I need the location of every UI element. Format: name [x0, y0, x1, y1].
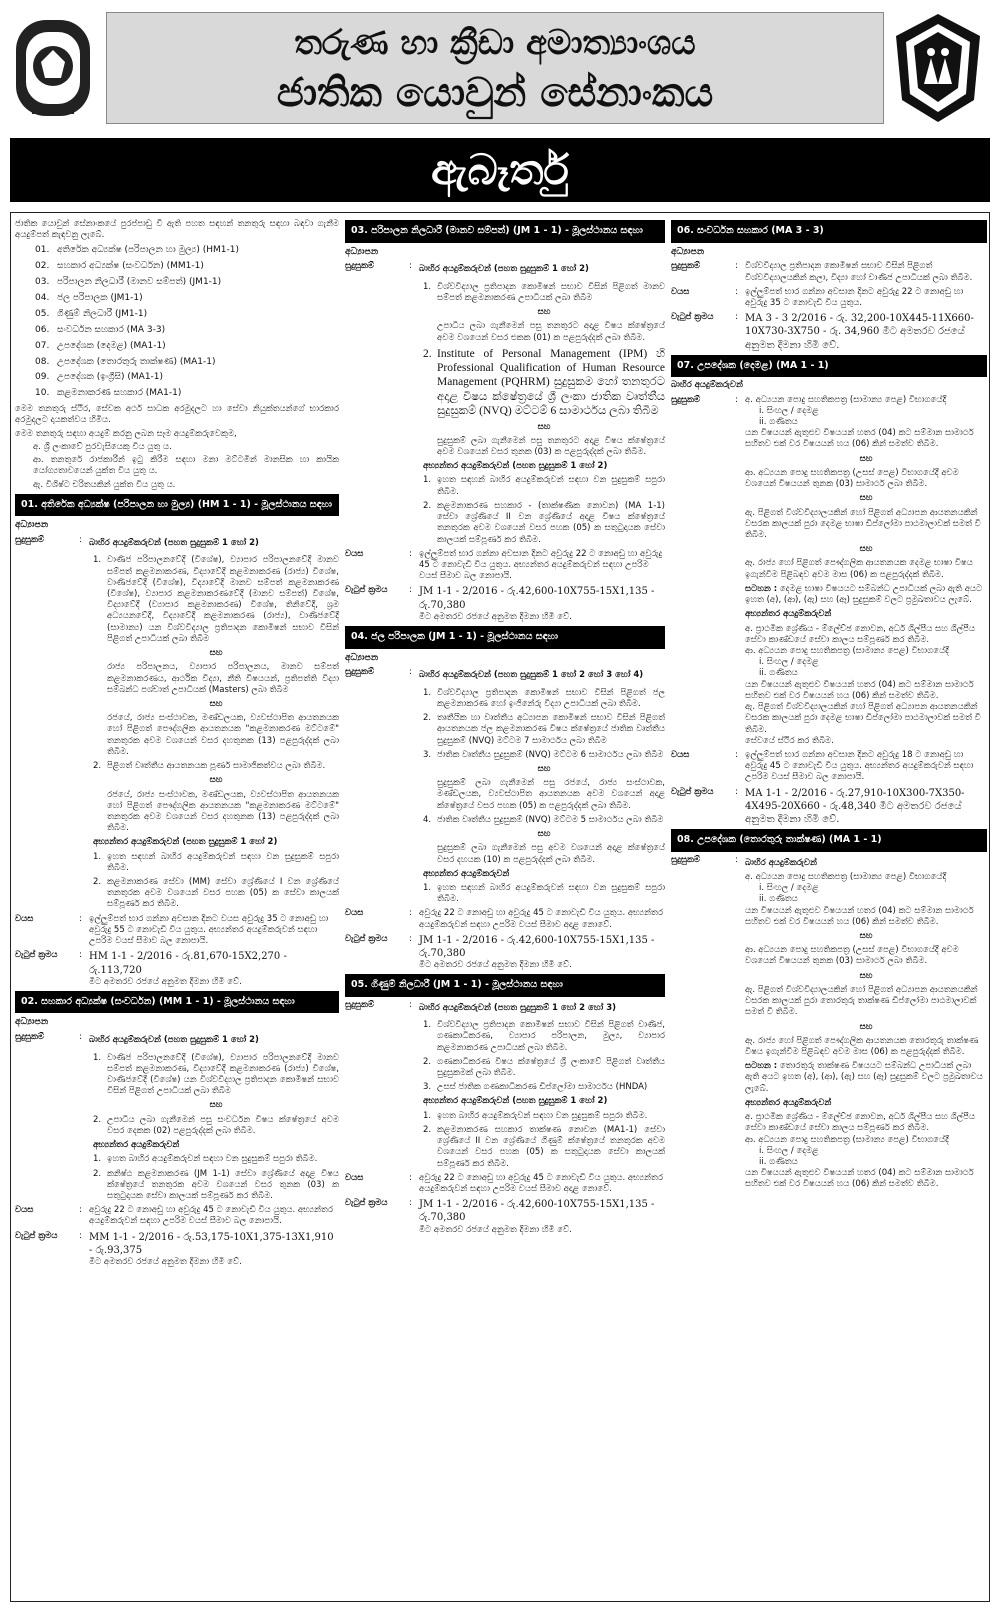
- list-item: 2. කනිෂ්ඨ කළමනාකරණ (JM 1-1) සේවා ශ්‍රේණියේ අදාළ විෂය ක්ෂේත්‍රයේ තනතුරක අවම වශයෙන් වසර තුනක (03) ක සතුටුදායක සේවා කාලයක් සම්පූර්ණ කර තිබීම.: [93, 1168, 339, 1201]
- and-label: සහ: [859, 544, 873, 555]
- post-number: 04.: [35, 293, 50, 304]
- age-label: වයස: [15, 913, 34, 924]
- qual-aa: ආ. අධ්‍යයන පොදු සහතිකපත්‍ර (උසස් පෙළ) විභාගයේදී අවම වශයෙන් විෂයයන් තුනක (03) සාමාර්ථ ලබා තිබීම.: [745, 467, 959, 490]
- salary-note: මීට අමතරව රජයේ අනුමත දීමනා හිමි වේ.: [89, 1257, 242, 1267]
- salary-note: මීට අමතරව රජයේ අනුමත දීමනා හිමි වේ.: [419, 611, 572, 622]
- qual-row: සුදුසුකම් : බාහිර අයදුම්කරුවන් (පහත සුදුසුකම් 1 හෝ 2 හෝ 3): [345, 1000, 665, 1017]
- age-row: වයස : ඉල්ලුම්පත් භාර ගන්නා අවසාන දිනට අවුරුදු 22 ට නොඅඩු හා අවුරුදු 45 ට නොවැඩි විය යුතුය. අභ්‍යන්තර අයදුම්කරුවන් සඳහා උපරිම වයස් සීමාව බල නොපායි.: [345, 549, 665, 583]
- list-item: [35, 293, 339, 305]
- age-label: වයස: [345, 908, 364, 919]
- age-row: වයස : ඉල්ලුම්පත් භාර ගන්නා අවසාන දිනට අවුරුදු 22 ට නොඅඩු හා අවුරුදු 35 ට නොවැඩි විය යුතුය.: [671, 287, 987, 309]
- list-item: සුදුසුකම් ලබා ගැනීමෙන් පසු රජයේ, රාජ්‍ය සංස්ථාවක, මණ්ඩලයක, ව්‍යවස්ථාපිත ආයතනයක අවම වශයෙන් අදාළ ක්ෂේත්‍රයේ වසර පහක (05) ක පළපුරුද්දක් ලබා තිබීම.: [437, 778, 665, 811]
- qual-label: සුදුසුකම්: [345, 667, 375, 678]
- qual-items: [93, 1053, 339, 1203]
- list-item: 2. කළමනාකරණ සේවා (MM) සේවා ශ්‍රේණියේ I වන ශ්‍රේණියේ තනතුරක අවම වශයෙන් වසර පහක (05) ක සේවා කාලයක් සම්පූර්ණ කර තිබීම.: [93, 877, 339, 910]
- list-item: 2. කළමනාකරණ සහකාර - (තාක්ෂණික නොවන) (MA 1-1) සේවා ශ්‍රේණියේ II වන ශ්‍රේණියේ අදාළ විෂය ක්ෂේත්‍රයේ තනතුරක අවම වශයෙන් වසර පහක (05) ක සතුටුදායක සේවා කාලයක් සම්පූර්ණ කර තිබීම.: [423, 500, 665, 545]
- age-value: ඉල්ලුම්පත් භාර ගන්නා අවසාන දිනට වයස අවුරුදු 35 ට නොඅඩු හා අවුරුදු 55 ට නොවැඩි විය යුතුය. අභ්‍යන්තර අයදුම්කරුවන් සඳහා උපරිම වයස් සීමාව බල නොපායි.: [89, 913, 329, 947]
- post-name: කළමනාකරණ සහකාර (MA1-1): [57, 388, 182, 399]
- internal-b: ආ. අධ්‍යයන පොදු සහතිකපත්‍ර (සාමාන්‍ය පෙළ) විභාගයේදී: [745, 1134, 949, 1145]
- subject-1: i. සිංහල / දෙමළ: [759, 883, 819, 894]
- subject-2: ii. ගණිතය: [759, 1156, 798, 1167]
- qual-label: සුදුසුකම්: [15, 535, 45, 546]
- external-heading: බාහිර අයදුම්කරුවන් (පහත සුදුසුකම් 1 හෝ 2): [419, 264, 589, 275]
- salary-value: JM 1-1 - 2/2016 - රු.42,600-10X755-15X1,135 - රු.70,380: [419, 1199, 655, 1224]
- post-number: 10.: [35, 388, 50, 399]
- external-heading: බාහිර අයදුම්කරුවන් (පහත සුදුසුකම් 1 හෝ 2): [89, 538, 259, 549]
- post-name: සංවර්ධන සහකාර (MA 3-3): [57, 324, 166, 335]
- list-item: 1. ඉහත සඳහන් බාහිර අයදුම්කරුවන් සඳහා වන සුදුසුකම් සපුරා තිබීම.: [93, 851, 339, 873]
- qual-label: සුදුසුකම්: [345, 261, 375, 272]
- age-value: අවුරුදු 22 ට නොඅඩු හා අවුරුදු 45 ට නොවැඩි විය යුතුය. අභ්‍යන්තර අයදුම්කරුවන් සඳහා උපරිම වයස් සීමාව අදාළ නොවේ.: [419, 908, 663, 930]
- section-07-title: 07. උපදේශක (දෙමළ) (MA 1 - 1): [671, 355, 987, 378]
- age-row: වයස : අවුරුදු 22 ට නොඅඩු හා අවුරුදු 45 ට නොවැඩි විය යුතුය. අභ්‍යන්තර අයදුම්කරුවන් සඳහා උපරිම වයස් සීමාව අදාළ නොවේ.: [345, 908, 665, 930]
- salary-value: MM 1-1 - 2/2016 - රු.53,175-10X1,375-13X1,910 - රු.93,375: [89, 1231, 334, 1256]
- and-label: සහ: [537, 763, 551, 774]
- and-label: සහ: [209, 775, 223, 786]
- post-name: සහකාර අධ්‍යක්ෂ (සංවර්ධන) (MM1-1): [57, 261, 204, 272]
- qual-a-detail: යන විෂයයන් ඇතුළුව විෂයයන් හතර (04) කට සම්මාන සාමාර්ථ සහිතව එක් වර විෂයයන් හය (06) කින් සමත්ව තිබීම.: [745, 905, 974, 927]
- salary-label: වැටුප් ක්‍රමය: [345, 585, 388, 596]
- qual-row: සුදුසුකම් : අ. අධ්‍යයන පොදු සහතිකපත්‍ර (සාමාන්‍ය පෙළ) විභාගයේදී i. සිංහල / දෙමළ ii. ගණිතය යන විෂයයන් ඇතුළුව විෂයයන් හතර (04) කට සම්මාන සාමාර්ථ සහිතව එක් වර විෂයයන් හය (06) කින් සමත්ව තිබීම. සහ ආ. අධ්‍යයන පොදු සහතිකපත්‍ර (උසස් පෙළ) විභාගයේදී අවම වශයෙන් විෂයයන් තුනක (03) සාමාර්ථ ලබා තිබීම. සහ ඇ. පිළිගත් විශ්වවිද්‍යාලයකින් හෝ පිළිගත් අධ්‍යාපන ආයතනයකින් වසරක කාලයක් පුරා දෙමළ භාෂා ඩිප්ලෝමා පාඨමාලාවක් සමත් වී තිබීම. සහ ඈ. රාජ්‍ය හෝ පිළිගත් පෞද්ගලික ආයතනයක දෙමළ භාෂා විෂය ඉගැන්වීම පිළිබඳව අවම මාස (06) ක පළපුරුද්දක් තිබීම. සටහන : දෙමළ භාෂා විෂයයට සම්බන්ධ උපාධියක් ලබා ඇති අයට ඉහත (අ), (ආ), (ඇ) සහ (ඈ) සුදුසුකම් වලට ප්‍රමුඛතාවය ලැබේ. අභ්‍යන්තර අයදුම්කරුවන් අ. ප්‍රාථමික ශ්‍රේණිය - ම්ලේච්ඡ නොවන, අර්ධ ශිල්පීය සහ ශිල්පීය සේවා කාණ්ඩයේ සේවා කාලය සම්පූර්ණ කර තිබීම. ආ. අධ්‍යයන පොදු සහතිකපත්‍ර (සාමාන්‍ය පෙළ) විභාගයේදී i. සිංහල / දෙමළ ii. ගණිතය යන විෂයයන් ඇතුළුව විෂයයන් හතර (04) කට සම්මාන සාමාර්ථ සහිතව එක් වර විෂයයන් හය (06) කින් සමත්ව තිබීම. ඇ. පිළිගත් විශ්වවිද්‍යාලයකින් හෝ පිළිගත් අධ්‍යාපන ආයතනයකින් වසරක කාලයක් පුරා දෙමළ භාෂා ඩිප්ලෝමා පාඨමාලාවක් සමත් වී තිබීම. සේවයේ ස්ථිර කර තිබීම.: [671, 395, 987, 747]
- qual-label: සුදුසුකම්: [671, 261, 701, 272]
- note-value: තොරතුරු තාක්ෂණ විෂයයට සම්බන්ධ උපාධියක් ලබා ඇති අයට ඉහත (අ), (ආ), (ඇ) සහ (ඈ) සුදුසුකම් වලට ප්‍රමුඛතාවය ලැබේ.: [745, 1061, 983, 1094]
- list-item: [35, 388, 339, 400]
- vacancies-banner: ඇබෑර්තු: [10, 138, 990, 202]
- post-number: 02.: [35, 261, 50, 272]
- and-label: සහ: [209, 698, 223, 709]
- list-item: [35, 309, 339, 321]
- age-label: වයස: [15, 1205, 34, 1216]
- list-item: 2. තෘතීයික හා වෘත්තීය අධ්‍යාපන කොමිෂන් සභාව විසින් පිළිගත් ආයතනයක ජල කළමනාකරණ විෂය ක්ෂේත්‍රයේ ජාතික වෘත්තීය සුදුසුකම් (NVQ) මට්ටම 7 සාමාර්ථය ලබා තිබීම: [423, 713, 665, 746]
- internal-c: ඇ. පිළිගත් විශ්වවිද්‍යාලයකින් හෝ පිළිගත් අධ්‍යාපන ආයතනයකින් වසරක කාලයක් පුරා දෙමළ භාෂා ඩිප්ලෝමා පාඨමාලාවක් සමත් වී තිබීම.: [745, 702, 981, 735]
- list-item: 1. ඉහත බාහිර අයදුම්කරුවන් සඳහා වන සුදුසුකම් සපුරා තිබීම.: [423, 1110, 648, 1121]
- list-item: [35, 325, 339, 337]
- list-item: [35, 245, 339, 257]
- age-row: වයස : අවුරුදු 22 ට නොඅඩු හා අවුරුදු 45 ට නොවැඩි විය යුතුය. අභ්‍යන්තර අයදුම්කරුවන් සඳහා උපරිම වයස් සීමාව අදාළ නොවේ.: [345, 1173, 665, 1195]
- column-3: [671, 217, 987, 1194]
- external-heading: බාහිර අයදුම්කරුවන් (පහත සුදුසුකම් 1 හෝ 2 හෝ 3): [419, 1002, 617, 1013]
- header: [10, 8, 990, 128]
- internal-heading: අභ්‍යන්තර අයදුම්කරුවන්: [745, 1097, 832, 1108]
- and-label: සහ: [859, 931, 873, 941]
- qual-aa: ආ. අධ්‍යයන පොදු සහතිකපත්‍ර (උසස් පෙළ) විභාගයේදී අවම වශයෙන් විෂයයන් තුනක (03) සාමාර්ථ ලබා තිබීම.: [745, 945, 959, 967]
- post-number: 05.: [35, 308, 50, 319]
- title-box: [106, 12, 884, 124]
- external-heading: බාහිර අයදුම්කරුවන් (පහත සුදුසුකම් 1 හෝ 2 හෝ 3 හෝ 4): [419, 670, 644, 681]
- section-04-title: 04. ජල පරිපාලක (JM 1 - 1) - මූලස්ථානය සඳහා: [345, 626, 665, 649]
- list-item: 1. ඉහත සඳහන් බාහිර අයදුම්කරුවන් සඳහා වන සුදුසුකම් සපුරා තිබීම.: [423, 882, 665, 905]
- list-item: 2. උපාධිය ලබා ගැනීමෙන් පසු සංවර්ධන විෂය ක්ෂේත්‍රයේ අවම වසර දෙකක (02) පළපුරුද්දක් ලබා තිබීම.: [93, 1114, 339, 1136]
- salary-label: වැටුප් ක්‍රමය: [671, 312, 714, 323]
- and-label: සහ: [209, 1100, 223, 1111]
- list-item: 1. වාණිජ පරිපාලනවේදී (විශේෂ), ව්‍යාපාර පරිපාලනවේදී මානව සම්පත් කළමනාකරණ, විද්‍යාවේදී කළමනාකරණ (රාජ්‍ය) විශේෂ, වාණිජවේදී (විශේෂ), විද්‍යාවේදී මානව සම්පත් කළමනාකරණ (විශේෂ), ව්‍යාපාර කළමනාකරණවේදී (මානව සම්පත්) විශේෂ, විද්‍යාවේදී (ව්‍යාපාර කළමනාකරණ) විශේෂ, තිනිවේදී, ශ්‍රම අධ්‍යයනවේදී, විද්‍යාවේදී කළමනාකරණ (රාජ්‍ය), වාණිජවේදී (සාමාන්‍ය) යන විශ්වවිද්‍යාල ප්‍රතිපාදන කොමිෂන් සභාව විසින් පිළිගත් උපාධියක් ලබා තිබීම: [93, 555, 339, 644]
- edu-label: අධ්‍යාපන: [671, 246, 705, 257]
- qual-label: සුදුසුකම්: [671, 854, 701, 865]
- salary-label: වැටුප් ක්‍රමය: [345, 1198, 388, 1209]
- qual-items: [423, 282, 665, 546]
- age-label: වයස: [345, 548, 364, 559]
- list-item: රජයේ, රාජ්‍ය සංස්ථාවක, මණ්ඩලයක, ව්‍යවස්ථාපිත ආයතනයක හෝ පිළිගත් පෞද්ගලික ආයතනයක "කළමනාකරණ මට්ටමේ" තනතුරක අවම වශයෙන් වසර දහතුනක (13) පළපුරුද්දක් ලබා තිබීම.: [107, 713, 339, 757]
- post-number: 09.: [35, 372, 50, 383]
- list-item: [35, 372, 339, 384]
- ministry-title: තරුණ හා ක්‍රීඩා අමාත්‍යාංශය: [294, 23, 696, 63]
- internal-b-detail: යන විෂයයන් ඇතුළුව විෂයයන් හතර (04) කට සම්මාන සාමාර්ථ සහිතව එක් වර විෂයයන් හය (06) කින් සමත්ව තිබීම.: [745, 1168, 974, 1190]
- list-item: [35, 277, 339, 289]
- list-item: 2. Institute of Personal Management (IPM) හි Professional Qualification of Human Resource Management (PQHRM) සුදුසුකම හෝ තනතුරට අදාළ විෂය ක්ෂේත්‍රයේ ශ්‍රී ලංකා ජාතික වෘත්තීය සුදුසුකම් (NVQ) මට්ටම් 6 සාමාර්ථය ලබා තිබීම: [423, 347, 665, 418]
- section-05-title: 05. ගිණුම් නිලධාරී (JM 1 - 1) - මූලස්ථානය සඳහා: [345, 974, 665, 997]
- internal-b: ආ. අධ්‍යයන පොදු සහතිකපත්‍ර (සාමාන්‍ය පෙළ) විභාගයේදී: [745, 645, 949, 656]
- section-06-title: 06. සංවර්ධන සහකාර (MA 3 - 3): [671, 220, 987, 243]
- condition-c: ඇ. විශිෂ්ට චරිතයකින් යුක්ත විය යුතු ය.: [33, 479, 176, 490]
- post-name: පරිපාලන නිලධාරී (මානව සම්පත්) (JM1-1): [57, 277, 222, 288]
- external-heading: බාහිර අයදුම්කරුවන්: [745, 857, 817, 868]
- edu-label: අධ්‍යාපන: [15, 520, 49, 531]
- qual-a-detail: යන විෂයයන් ඇතුළුව විෂයයන් හතර (04) කට සම්මාන සාමාර්ථ සහිතව එක් වර විෂයයන් හය (06) කින් සමත්ව තිබීම.: [745, 428, 974, 450]
- external-heading: බාහිර අයදුම්කරුවන්: [671, 380, 743, 391]
- intro-note-1: මෙම තනතුරු ස්ථිර, සේවක අර්ථ සාධක අරමුදලට හා සේවා නියුක්තයන්ගේ භාරකාර අරමුදලට දායකත්වය හිමිය.: [15, 404, 339, 426]
- internal-a: අ. ප්‍රාථමික ශ්‍රේණිය - ම්ලේච්ඡ නොවන, අර්ධ ශිල්පීය සහ ශිල්පීය සේවා කාණ්ඩයේ සේවා කාලය සම්පූර්ණ කර තිබීම.: [745, 1112, 975, 1134]
- and-label: සහ: [859, 970, 873, 981]
- internal-heading: අභ්‍යන්තර අයදුම්කරුවන්: [423, 868, 510, 879]
- list-item: 3. උසස් ජාතික ගණකාධිකරණ ඩිප්ලෝමා සාමාර්ථය (HNDA): [423, 1082, 648, 1093]
- age-label: වයස: [671, 749, 690, 760]
- salary-label: වැටුප් ක්‍රමය: [15, 1230, 58, 1241]
- column-1: [15, 217, 339, 1271]
- age-value: ඉල්ලුම්පත් භාර ගන්නා අවසාන දිනට අවුරුදු 18 ට නොඅඩු හා අවුරුදු 45 ට නොවැඩි විය යුතුය. අභ්‍යන්තර අයදුම්කරුවන් සඳහා උපරිම වයස් සීමාව බල නොපායි.: [745, 749, 974, 783]
- salary-label: වැටුප් ක්‍රමය: [345, 933, 388, 944]
- youth-corps-logo-icon: [890, 10, 986, 126]
- salary-row: වැටුප් ක්‍රමය : JM 1-1 - 2/2016 - රු.42,600-10X755-15X1,135 - රු.70,380 මීට අමතරව රජයේ අනුමත දීමනා හිමි වේ.: [345, 585, 665, 623]
- subject-2: ii. ගණිතය: [759, 417, 798, 428]
- section-08-title: 08. උපදේශක (තොරතුරු තාක්ෂණ) (MA 1 - 1): [671, 829, 987, 852]
- condition-b: ආ. තනතුරේ රාජකාරීන් ඉටු කිරීම සඳහා මනා මට්ටමින් මානසික හා කායික යෝග්‍යතාවයෙන් යුක්ත විය යුතු ය.: [33, 455, 339, 477]
- list-item: 1. ඉහත බාහිර අයදුම්කරුවන් සඳහා වන සුදුසුකම් සපුරා තිබීම.: [93, 1154, 318, 1165]
- salary-label: වැටුප් ක්‍රමය: [15, 950, 58, 961]
- list-item: 2. පිළිගත් වෘත්තීය ආයතනයක පූර්ණ සාමාජිකත්වය ලබා තිබීම.: [93, 761, 326, 772]
- qual-items: [423, 1020, 665, 1170]
- and-label: සහ: [859, 453, 873, 464]
- qual-row: සුදුසුකම් : විශ්වවිද්‍යාල ප්‍රතිපාදන කොමිෂන් සභාව විසින් පිළිගත් විශ්වවිද්‍යාලයකින් කලා, විද්‍යා හෝ වාණිජ උපාධියක් ලබා තිබීම.: [671, 261, 987, 283]
- and-label: සහ: [859, 493, 873, 504]
- list-item: 2. කළමනාකරණ සහකාර තාක්ෂණ නොවන (MA1-1) සේවා ශ්‍රේණියේ II වන ශ්‍රේණියේ ගිණුම් ක්ෂේත්‍රයේ තනතුරක අවම වශයෙන් වසර පහක (05) ක සතුටුදායක සේවා කාලයක් සම්පූර්ණ කර තිබීම.: [423, 1124, 665, 1169]
- qual-row: සුදුසුකම් : බාහිර අයදුම්කරුවන් (පහත සුදුසුකම් 1 හෝ 2 හෝ 3 හෝ 4): [345, 667, 665, 684]
- qual-label: සුදුසුකම්: [15, 1032, 45, 1043]
- post-number: 08.: [35, 356, 50, 367]
- age-value: අවුරුදු 22 ට නොඅඩු හා අවුරුදු 45 ට නොවැඩි විය යුතුය. අභ්‍යන්තර අයදුම්කරුවන් සඳහා උපරිම වයස් සීමාව බල නොපායි.: [89, 1205, 333, 1227]
- internal-b-detail: යන විෂයයන් ඇතුළුව විෂයයන් හතර (04) කට සම්මාන සාමාර්ථ සහිතව එක් වර විෂයයන් හය (06) කින් සමත්ව තිබීම.: [745, 679, 974, 701]
- age-value: අවුරුදු 22 ට නොඅඩු හා අවුරුදු 45 ට නොවැඩි විය යුතුය. අභ්‍යන්තර අයදුම්කරුවන් සඳහා උපරිම වයස් සීමාව අදාළ නොවේ.: [419, 1172, 663, 1194]
- subject-2: ii. ගණිතය: [759, 668, 798, 679]
- qual-value: විශ්වවිද්‍යාල ප්‍රතිපාදන කොමිෂන් සභාව විසින් පිළිගත් විශ්වවිද්‍යාලයකින් කලා, විද්‍යා හෝ වාණිජ උපාධියක් ලබා තිබීම.: [745, 261, 973, 283]
- and-label: සහ: [537, 307, 551, 318]
- post-list: [35, 245, 339, 400]
- internal-heading: අභ්‍යන්තර අයදුම්කරුවන් (පහත සුදුසුකම් 1 හෝ 2): [93, 837, 278, 848]
- section-02-title: 02. සහකාර අධ්‍යක්ෂ (සංවර්ධන) (MM 1 - 1) - මූලස්ථානය සඳහා: [15, 991, 339, 1014]
- salary-value: MA 1-1 - 2/2016 - රු.27,910-10X300-7X350-4X495-20X660 - රු.48,340 මීට අමතරව රජයේ අනුමත දීමනා හිමි වේ.: [745, 787, 965, 825]
- column-2: [345, 217, 665, 1239]
- salary-row: වැටුප් ක්‍රමය : MM 1-1 - 2/2016 - රු.53,175-10X1,375-13X1,910 - රු.93,375 මීට අමතරව රජයේ අනුමත දීමනා හිමි වේ.: [15, 1231, 339, 1269]
- salary-value: JM 1-1 - 2/2016 - රු.42,600-10X755-15X1,135 - රු.70,380: [419, 934, 655, 959]
- salary-note: මීට අමතරව රජයේ අනුමත දීමනා හිමි වේ.: [89, 976, 242, 987]
- age-row: වයස : ඉල්ලුම්පත් භාර ගන්නා අවසාන දිනට වයස අවුරුදු 35 ට නොඅඩු හා අවුරුදු 55 ට නොවැඩි විය යුතුය. අභ්‍යන්තර අයදුම්කරුවන් සඳහා උපරිම වයස් සීමාව බල නොපායි.: [15, 914, 339, 948]
- salary-row: වැටුප් ක්‍රමය : MA 1-1 - 2/2016 - රු.27,910-10X300-7X350-4X495-20X660 - රු.48,340 මීට අමතරව රජයේ අනුමත දීමනා හිමි වේ.: [671, 787, 987, 827]
- and-label: සහ: [209, 648, 223, 659]
- qual-ae: ඇ. පිළිගත් විශ්වවිද්‍යාලයකින් හෝ පිළිගත් අධ්‍යාපන ආයතනයකින් වසරක කාලයක් පුරා දෙමළ භාෂා ඩිප්ලෝමා පාඨමාලාවක් සමත් වී තිබීම.: [745, 507, 981, 540]
- qual-row: සුදුසුකම් : බාහිර අයදුම්කරුවන් අ. අධ්‍යයන පොදු සහතිකපත්‍ර (සාමාන්‍ය පෙළ) විභාගයේදී i. සිංහල / දෙමළ ii. ගණිතය යන විෂයයන් ඇතුළුව විෂයයන් හතර (04) කට සම්මාන සාමාර්ථ සහිතව එක් වර විෂයයන් හය (06) කින් සමත්ව තිබීම. සහ ආ. අධ්‍යයන පොදු සහතිකපත්‍ර (උසස් පෙළ) විභාගයේදී අවම වශයෙන් විෂයයන් තුනක (03) සාමාර්ථ ලබා තිබීම. සහ ඇ. පිළිගත් විශ්වවිද්‍යාලයකින් හෝ පිළිගත් අධ්‍යාපන ආයතනයකින් වසරක කාලයක් පුරා තොරතුරු තාක්ෂණ ඩිප්ලෝමා පාඨමාලාවක් සමත් වී තිබීම. සහ ඈ. රාජ්‍ය හෝ පිළිගත් පෞද්ගලික ආයතනයක තොරතුරු තාක්ෂණ විෂය ඉගැන්වීම පිළිබඳව අවම මාස (06) ක පළපුරුද්දක් තිබීම. සටහන : තොරතුරු තාක්ෂණ විෂයයට සම්බන්ධ උපාධියක් ලබා ඇති අයට ඉහත (අ), (ආ), (ඇ) සහ (ඈ) සුදුසුකම් වලට ප්‍රමුඛතාවය ලැබේ. අභ්‍යන්තර අයදුම්කරුවන් අ. ප්‍රාථමික ශ්‍රේණිය - ම්ලේච්ඡ නොවන, අර්ධ ශිල්පීය සහ ශිල්පීය සේවා කාණ්ඩයේ සේවා කාලය සම්පූර්ණ කර තිබීම. ආ. අධ්‍යයන පොදු සහතිකපත්‍ර (සාමාන්‍ය පෙළ) විභාගයේදී i. සිංහල / දෙමළ ii. ගණිතය යන විෂයයන් ඇතුළුව විෂයයන් හතර (04) කට සම්මාන සාමාර්ථ සහිතව එක් වර විෂයයන් හය (06) කින් සමත්ව තිබීම.: [671, 855, 987, 1191]
- age-row: වයස : අවුරුදු 22 ට නොඅඩු හා අවුරුදු 45 ට නොවැඩි විය යුතුය. අභ්‍යන්තර අයදුම්කරුවන් සඳහා උපරිම වයස් සීමාව බල නොපායි.: [15, 1205, 339, 1227]
- qual-row: සුදුසුකම් : බාහිර අයදුම්කරුවන් (පහත සුදුසුකම් 1 හෝ 2): [15, 1032, 339, 1049]
- salary-row: වැටුප් ක්‍රමය : JM 1-1 - 2/2016 - රු.42,600-10X755-15X1,135 - රු.70,380 මීට අමතරව රජයේ අනුමත දීමනා හිමි වේ.: [345, 1198, 665, 1236]
- salary-note: මීට අමතරව රජයේ අනුමත දීමනා හිමි වේ.: [419, 960, 572, 971]
- post-name: ගිණුම් නිලධාරී (JM1-1): [57, 308, 148, 319]
- internal-heading: අභ්‍යන්තර අයදුම්කරුවන් (පහත සුදුසුකම් 1 හෝ 2): [423, 461, 608, 472]
- internal-d: සේවයේ ස්ථිර කර තිබීම.: [745, 735, 834, 746]
- qual-a: අ. අධ්‍යයන පොදු සහතිකපත්‍ර (සාමාන්‍ය පෙළ) විභාගයේදී: [745, 871, 947, 882]
- salary-value: JM 1-1 - 2/2016 - රු.42,600-10X755-15X1,135 - රු.70,380: [419, 586, 655, 611]
- age-label: වයස: [671, 286, 690, 297]
- and-label: සහ: [537, 829, 551, 840]
- post-number: 07.: [35, 340, 50, 351]
- list-item: 4. ජාතික වෘත්තීය සුදුසුකම් (NVQ) මට්ටම 5 සාමාර්ථය ලබා තිබීම: [423, 814, 664, 825]
- list-item: 1. විශ්වවිද්‍යාල ප්‍රතිපාදන කොමිෂන් සභාව විසින් පිළිගත් වාණිජ, ගණකාධිකරණ, ව්‍යාපාර පරිපාලන, මුල්‍ය, ව්‍යාපාර කළමනාකරණ උපාධියක් ලබා තිබීම.: [423, 1020, 665, 1053]
- qual-row: සුදුසුකම් : බාහිර අයදුම්කරුවන් (පහත සුදුසුකම් 1 හෝ 2): [15, 535, 339, 552]
- salary-note: මීට අමතරව රජයේ අනුමත දීමනා හිමි වේ.: [419, 1224, 572, 1235]
- list-item: [35, 261, 339, 273]
- subject-2: ii. ගණිතය: [759, 894, 798, 905]
- list-item: 1. වාණිජ පරිපාලනවේදී (විශේෂ), ව්‍යාපාර පරිපාලනවේදී මානව සම්පත් කළමනාකරණ, විද්‍යාවේදී කළමනාකරණ (රාජ්‍ය) විශේෂ, වාණිජවේදී (විශේෂ) යන විශ්වවිද්‍යාල ප්‍රතිපාදන කොමිෂන් සභාව විසින් පිළිගත් උපාධියක් ලබා තිබීම: [93, 1052, 339, 1097]
- note-label: සටහන :: [745, 583, 778, 594]
- salary-row: වැටුප් ක්‍රමය : JM 1-1 - 2/2016 - රු.42,600-10X755-15X1,135 - රු.70,380 මීට අමතරව රජයේ අනුමත දීමනා හිමි වේ.: [345, 934, 665, 972]
- qual-ai: ඈ. රාජ්‍ය හෝ පිළිගත් පෞද්ගලික ආයතනයක දෙමළ භාෂා විෂය ඉගැන්වීම පිළිබඳව අවම මාස (06) ක පළපුරුද්දක් තිබීම.: [745, 558, 973, 580]
- qual-items: [423, 688, 665, 906]
- qual-label: සුදුසුකම්: [345, 999, 375, 1010]
- list-item: රජයේ, රාජ්‍ය සංස්ථාවක, මණ්ඩලයක, ව්‍යවස්ථාපිත ආයතනයක හෝ පිළිගත් පෞද්ගලික ආයතනයක "කළමනාකරණ මට්ටමේ" තනතුරක අවම වශයෙන් වසර දහතුනක (13) පළපුරුද්දක් ලබා තිබීම.: [107, 789, 339, 834]
- edu-label: අධ්‍යාපන: [15, 1017, 49, 1028]
- list-item: [35, 341, 339, 353]
- qual-ae: ඇ. පිළිගත් විශ්වවිද්‍යාලයකින් හෝ පිළිගත් අධ්‍යාපන ආයතනයකින් වසරක කාලයක් පුරා තොරතුරු තාක්ෂණ ඩිප්ලෝමා පාඨමාලාවක් සමත් වී තිබීම.: [745, 984, 978, 1018]
- list-item: 1. විශ්වවිද්‍යාල ප්‍රතිපාදන කොමිෂන් සභාව විසින් පිළිගත් ජල කළමනාකරණ හෝ ඉංජිනේරු විද්‍යා උපාධියක් ලබා තිබීම.: [423, 687, 665, 709]
- list-item: 3. ජාතික වෘත්තීය සුදුසුකම් (NVQ) මට්ටම 6 සාමාර්ථය ලබා තිබීම: [423, 749, 664, 760]
- subject-1: i. සිංහල / දෙමළ: [759, 405, 819, 416]
- qual-row: සුදුසුකම් : බාහිර අයදුම්කරුවන් (පහත සුදුසුකම් 1 හෝ 2): [345, 261, 665, 278]
- post-name: උපදේශක (තොරතුරු තාක්ෂණ) (MA1-1): [57, 356, 216, 367]
- qual-label: සුදුසුකම්: [671, 394, 701, 405]
- post-name: ජල පරිපාලක (JM1-1): [57, 293, 143, 304]
- post-name: උපදේශක (ඉංග්‍රීසි) (MA1-1): [57, 372, 164, 383]
- section-01-title: 01. අතිරේක අධ්‍යක්ෂ (පරිපාලන හා මුල්‍ය) (HM 1 - 1) - මූලස්ථානය සඳහා: [15, 494, 339, 517]
- and-label: සහ: [859, 1021, 873, 1032]
- list-item: රාජ්‍ය පරිපාලනය, ව්‍යාපාර පරිපාලනය, මානව සම්පත් කළමනාකරණය, ආර්ථික විද්‍යා, නීති විෂයයන්, ප්‍රතිපත්ති විද්‍යා සම්බන්ධ පශ්චාත් උපාධියක් (Masters) ලබා තිබීම: [107, 662, 339, 695]
- intro-text: ජාතික යොවුන් සේනාංකයේ පුරප්පාඩු වී ඇති පහත සඳහන් තනතුරු සඳහා බඳවා ගැනීම අයදුම්පත් කැඳවනු ලැබේ.: [15, 219, 339, 241]
- qual-a: අ. අධ්‍යයන පොදු සහතිකපත්‍ර (සාමාන්‍ය පෙළ) විභාගයේදී: [745, 394, 947, 405]
- salary-row: වැටුප් ක්‍රමය : MA 3 - 3 2/2016 - රු. 32,200-10X445-11X660-10X730-3X750 - රු. 34,960 මීට අමතරව රජයේ අනුමත දීමනා හිමි වේ.: [671, 312, 987, 352]
- list-item: 1. විශ්වවිද්‍යාල ප්‍රතිපාදන කොමිෂන් සභාව විසින් පිළිගත් මානව සම්පත් කළමනාකරණ උපාධියක් ලබා තිබීම: [423, 281, 665, 303]
- content-frame: [10, 212, 990, 1602]
- internal-heading: අභ්‍යන්තර අයදුම්කරුවන් (පහත සුදුසුකම් 1 හෝ 2): [423, 1096, 608, 1107]
- external-heading: බාහිර අයදුම්කරුවන් (පහත සුදුසුකම් 1 හෝ 2): [89, 1035, 259, 1046]
- post-name: උපදේශක (දෙමළ) (MA1-1): [57, 340, 166, 351]
- qual-ai: ඈ. රාජ්‍ය හෝ පිළිගත් පෞද්ගලික ආයතනයක තොරතුරු තාක්ෂණ විෂය ඉගැන්වීම පිළිබඳව අවම මාස (06) ක පළපුරුද්දක් තිබීම.: [745, 1035, 979, 1057]
- internal-heading: අභ්‍යන්තර අයදුම්කරුවන්: [745, 609, 832, 620]
- list-item: උපාධිය ලබා ගැනීමෙන් පසු තනතුරට අදාළ විෂය ක්ෂේත්‍රයේ අවම වශයෙන් වසර එකක (01) ක පළපුරුද්දක් ලබා තිබීම.: [437, 321, 665, 343]
- condition-a: අ. ශ්‍රී ලංකාවේ පුරවැසියෙකු විය යුතු ය.: [33, 441, 172, 452]
- internal-a: අ. ප්‍රාථමික ශ්‍රේණිය - ම්ලේච්ඡ නොවන, අර්ධ ශිල්පීය සහ ශිල්පීය සේවා කාණ්ඩයේ සේවා කාලය සම්පූර්ණ කර තිබීම.: [745, 623, 975, 645]
- corps-title: ජාතික යොවුන් සේනාංකය: [276, 69, 714, 116]
- and-label: සහ: [537, 421, 551, 432]
- list-item: සුදුසුකම් ලබා ගැනීමෙන් පසු අවම වශයෙන් අදාළ ක්ෂේත්‍රයේ වසර දහයක (10) ක පළපුරුද්දක් ලබා තිබීම.: [437, 843, 665, 865]
- edu-label: අධ්‍යාපන: [345, 246, 379, 257]
- qual-items: [93, 555, 339, 910]
- post-number: 01.: [35, 245, 50, 256]
- age-row: වයස : ඉල්ලුම්පත් භාර ගන්නා අවසාන දිනට අවුරුදු 18 ට නොඅඩු හා අවුරුදු 45 ට නොවැඩි විය යුතුය. අභ්‍යන්තර අයදුම්කරුවන් සඳහා උපරිම වයස් සීමාව බල නොපායි.: [671, 750, 987, 784]
- post-name: අතිරේක අධ්‍යක්ෂ (පරිපාලන හා මුල්‍ය) (HM1-1): [57, 245, 240, 256]
- list-item: 2. ගණකාධිකරණ විෂය ක්ෂේත්‍රයේ ශ්‍රී ලංකාවේ පිළිගත් වෘත්තීය සුදුසුකමක් ලබා තිබීම.: [423, 1056, 665, 1079]
- age-label: වයස: [345, 1172, 364, 1183]
- salary-row: වැටුප් ක්‍රමය : HM 1-1 - 2/2016 - රු.81,670-15X2,270 - රු.113,720 මීට අමතරව රජයේ අනුමත දීමනා හිමි වේ.: [15, 950, 339, 988]
- list-item: සුදුසුකම් ලබා ගැනීමෙන් පසු තනතුරට අදාළ විෂය ක්ෂේත්‍රයේ අවම වශයෙන් වසර තුනක (03) ක පළපුරුද්දක් ලබා තිබීම.: [437, 435, 665, 458]
- salary-label: වැටුප් ක්‍රමය: [671, 786, 714, 797]
- intro-note-2: මෙම තනතුරු සඳහා අයදුම් කරනු ලබන සෑම අයදුම්කරුවෙකුම,: [15, 428, 237, 439]
- age-value: ඉල්ලුම්පත් භාර ගන්නා අවසාන දිනට අවුරුදු 22 ට නොඅඩු හා අවුරුදු 45 ට නොවැඩි විය යුතුය. අභ්‍යන්තර අයදුම්කරුවන් සඳහා උපරිම වයස් සීමාව බල නොපායි.: [419, 548, 663, 582]
- post-number: 03.: [35, 277, 50, 288]
- salary-value: HM 1-1 - 2/2016 - රු.81,670-15X2,270 - රු.113,720: [89, 951, 287, 976]
- section-03-title: 03. පරිපාලන නිලධාරී (මානව සම්පත්) (JM 1 - 1) - මූලස්ථානය සඳහා: [345, 220, 665, 243]
- salary-value: MA 3 - 3 2/2016 - රු. 32,200-10X445-11X660-10X730-3X750 - රු. 34,960 මීට අමතරව රජයේ අනුමත දීමනා හිමි වේ.: [745, 313, 974, 351]
- internal-heading: අභ්‍යන්තර අයදුම්කරුවන්: [93, 1140, 180, 1151]
- sri-lanka-emblem-icon: [12, 12, 94, 124]
- age-value: ඉල්ලුම්පත් භාර ගන්නා අවසාන දිනට අවුරුදු 22 ට නොඅඩු හා අවුරුදු 35 ට නොවැඩි විය යුතුය.: [745, 286, 964, 309]
- note-value: දෙමළ භාෂා විෂයයට සම්බන්ධ උපාධියක් ලබා ඇති අයට ඉහත (අ), (ආ), (ඇ) සහ (ඈ) සුදුසුකම් වලට ප්‍රමුඛතාවය ලැබේ.: [745, 583, 983, 606]
- list-item: 1. ඉහත සඳහන් බාහිර අයදුම්කරුවන් සඳහා වන සුදුසුකම් සපුරා තිබීම.: [423, 475, 665, 497]
- edu-label: අධ්‍යාපන: [345, 652, 379, 663]
- list-item: [35, 357, 339, 369]
- subject-1: i. සිංහල / දෙමළ: [759, 1145, 819, 1156]
- post-number: 06.: [35, 324, 50, 335]
- subject-1: i. සිංහල / දෙමළ: [759, 657, 819, 668]
- note-label: සටහන :: [745, 1061, 778, 1072]
